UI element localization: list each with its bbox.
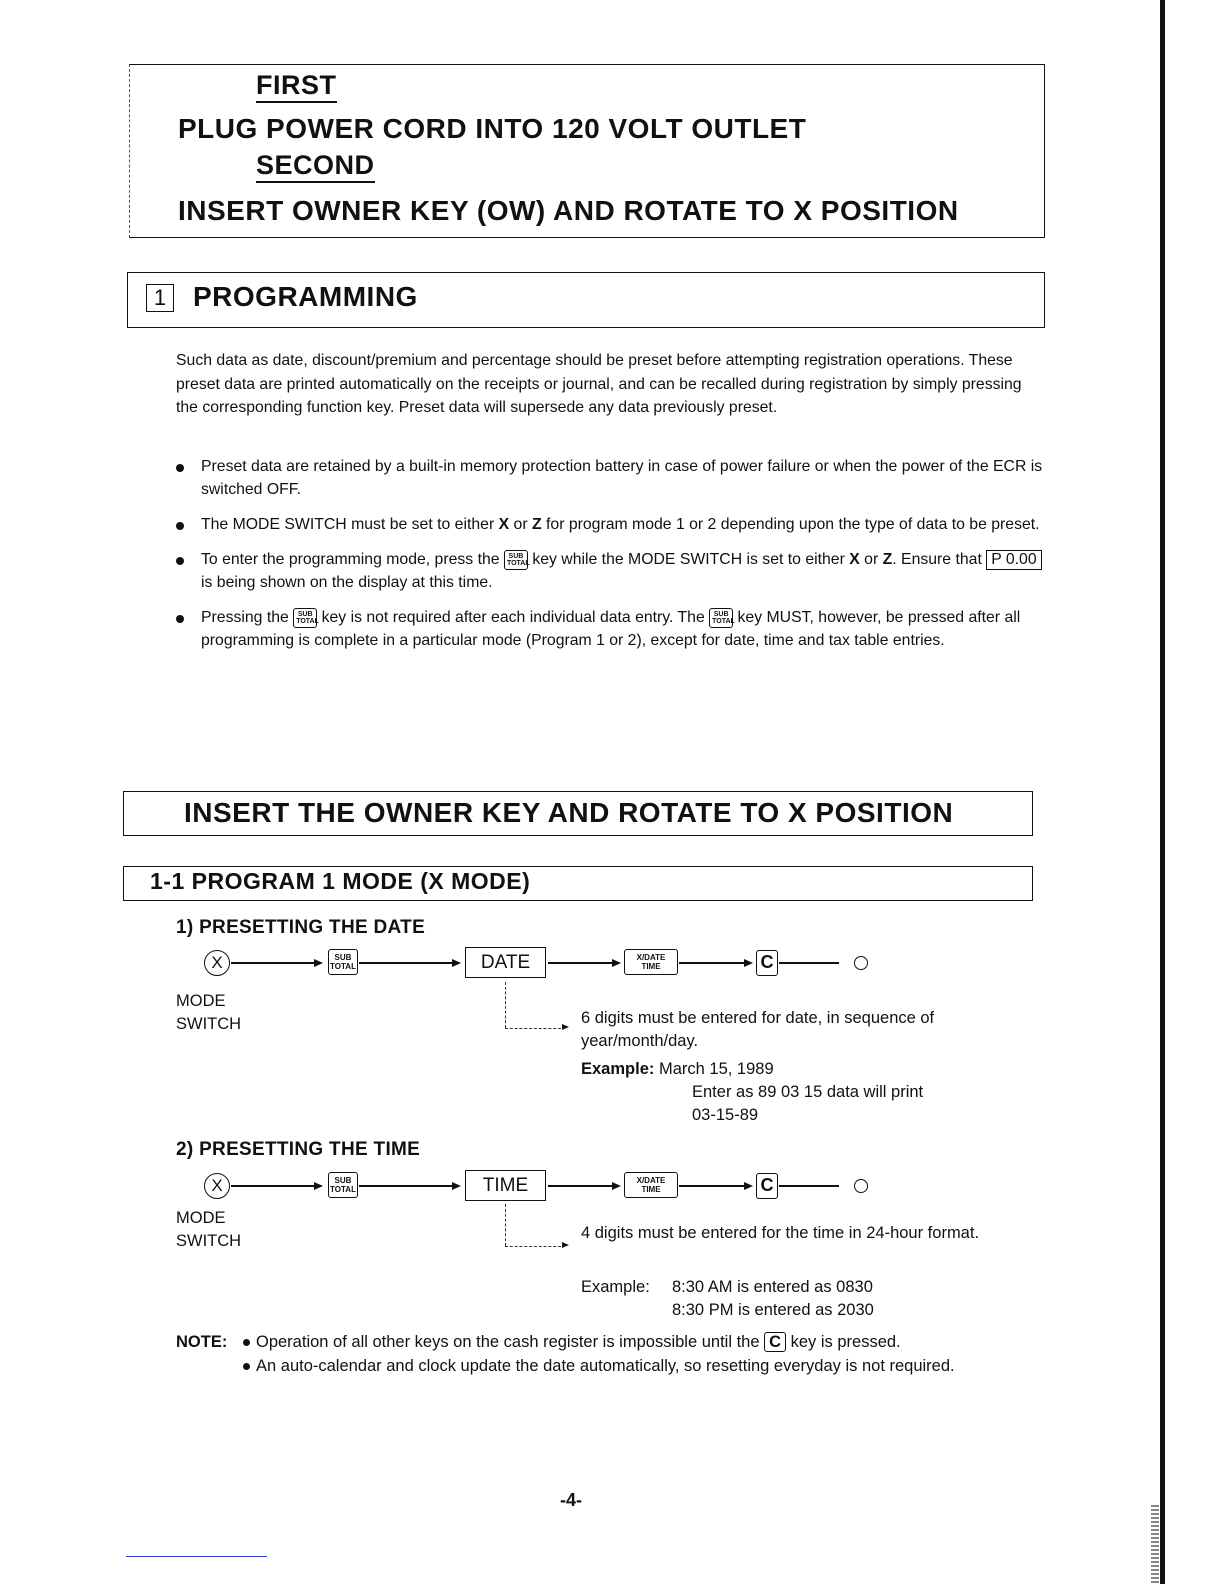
flow-line xyxy=(548,1185,618,1187)
mode-label: MODE xyxy=(176,992,226,1010)
first-text: FIRST xyxy=(256,70,337,103)
bullet-text: Preset data are retained by a built-in memory protection battery in case of power failure or when the power of the ECR is switched OFF. xyxy=(201,458,1043,498)
mode-x-icon: X xyxy=(204,1173,230,1199)
bullet-dot-icon xyxy=(243,1363,250,1370)
arrow-right-icon xyxy=(612,959,621,967)
flow-line xyxy=(359,962,458,964)
scan-edge-mark xyxy=(1151,1505,1159,1584)
arrow-right-icon xyxy=(452,1182,461,1190)
arrow-right-icon xyxy=(452,959,461,967)
note-text: key is pressed. xyxy=(786,1333,901,1351)
time-entry-box: TIME xyxy=(465,1170,546,1201)
dashed-connector xyxy=(505,982,506,1028)
footer-rule xyxy=(126,1556,267,1557)
second-text: SECOND xyxy=(256,150,375,183)
note-text: Operation of all other keys on the cash register is impossible until the xyxy=(256,1333,765,1351)
flow-line xyxy=(231,962,321,964)
subtotal-key-icon: SUB TOTAL xyxy=(328,949,358,975)
clear-key-icon: C xyxy=(756,1173,778,1199)
time-heading: 2) PRESETTING THE TIME xyxy=(176,1139,421,1160)
date-heading: 1) PRESETTING THE DATE xyxy=(176,917,426,938)
date-description: 6 digits must be entered for date, in sequence of year/month/day. xyxy=(581,1009,935,1050)
bullet-text: To enter the programming mode, press the xyxy=(201,551,504,568)
insert-key-instruction: INSERT OWNER KEY (OW) AND ROTATE TO X POSITION xyxy=(178,195,959,226)
dashed-connector xyxy=(505,1246,561,1247)
date-entry-box: DATE xyxy=(465,947,546,978)
bullet-dot-icon xyxy=(176,557,184,565)
display-readout: P 0.00 xyxy=(986,550,1041,570)
plug-instruction: PLUG POWER CORD INTO 120 VOLT OUTLET xyxy=(178,113,807,144)
section-title: PROGRAMMING xyxy=(193,281,418,312)
arrow-right-icon xyxy=(744,1182,753,1190)
flow-line xyxy=(359,1185,458,1187)
end-circle-icon xyxy=(854,1179,868,1193)
switch-label: SWITCH xyxy=(176,1232,242,1250)
bullet-text: for program mode 1 or 2 depending upon the type of data to be preset. xyxy=(541,516,1040,533)
bullet-list xyxy=(176,455,1046,664)
mode-x-text: X xyxy=(849,551,860,568)
bullet-text: is being shown on the display at this time. xyxy=(201,574,493,591)
bullet-text: or xyxy=(859,551,883,568)
bullet-item xyxy=(176,606,1046,652)
arrow-right-icon xyxy=(744,959,753,967)
bullet-text: key is not required after each individual data entry. The xyxy=(317,609,710,626)
bullet-text: . Ensure that xyxy=(892,551,987,568)
bullet-text: The MODE SWITCH must be set to either xyxy=(201,516,499,533)
x-date-time-key-icon: X/DATE TIME xyxy=(624,949,678,975)
end-circle-icon xyxy=(854,956,868,970)
arrow-right-icon xyxy=(562,1242,569,1248)
arrow-right-icon xyxy=(612,1182,621,1190)
dashed-connector xyxy=(505,1028,561,1029)
page-edge xyxy=(1160,0,1165,1584)
insert-owner-key-title: INSERT THE OWNER KEY AND ROTATE TO X POSITION xyxy=(184,797,954,828)
arrow-right-icon xyxy=(314,959,323,967)
mode-z-text: Z xyxy=(882,551,893,568)
bullet-text: or xyxy=(509,516,532,533)
date-example xyxy=(581,1058,774,1081)
bullet-text: key MUST, however, be pressed after all programming is complete in a particular mode (Program 1 or 2), except for date, time and tax table entries. xyxy=(201,609,1021,649)
intro-paragraph: Such data as date, discount/premium and percentage should be preset before attempting registration operations. These preset data are printed automatically on the receipts or journal, and can be recalled during registration by simply pressing the corresponding function key. Preset data will supersede any data previously preset. xyxy=(176,352,1022,416)
time-example-label: Example: xyxy=(581,1278,650,1296)
note-item xyxy=(243,1331,1043,1354)
clear-key-icon: C xyxy=(764,1332,786,1352)
bullet-item xyxy=(176,548,1046,594)
switch-label: SWITCH xyxy=(176,1015,242,1033)
step-second-label xyxy=(256,150,375,181)
mode-label: MODE xyxy=(176,1209,226,1227)
mode-x-text: X xyxy=(498,516,510,533)
note-item xyxy=(243,1355,1043,1378)
note-label: NOTE: xyxy=(176,1333,228,1351)
bullet-text: Pressing the xyxy=(201,609,294,626)
subtotal-key-icon: SUB TOTAL xyxy=(709,608,733,628)
bullet-dot-icon xyxy=(176,615,184,623)
time-example-line2: 8:30 PM is entered as 2030 xyxy=(672,1301,874,1319)
time-example-line1: 8:30 AM is entered as 0830 xyxy=(672,1278,873,1296)
flow-line xyxy=(548,962,618,964)
program1-title: 1-1 PROGRAM 1 MODE (X MODE) xyxy=(150,868,531,894)
date-example-line2: Enter as 89 03 15 data will print xyxy=(692,1083,924,1101)
clear-key-icon: C xyxy=(756,950,778,976)
flow-line xyxy=(679,962,749,964)
bullet-dot-icon xyxy=(176,464,184,472)
arrow-right-icon xyxy=(314,1182,323,1190)
bullet-dot-icon xyxy=(243,1339,250,1346)
arrow-right-icon xyxy=(562,1024,569,1030)
mode-z-text: Z xyxy=(531,516,542,533)
bullet-item xyxy=(176,455,1046,501)
flow-line xyxy=(679,1185,749,1187)
subtotal-key-icon: SUB TOTAL xyxy=(504,550,528,570)
section-number: 1 xyxy=(146,284,174,312)
time-description: 4 digits must be entered for the time in 24-hour format. xyxy=(581,1224,980,1242)
note-text: An auto-calendar and clock update the date automatically, so resetting everyday is not required. xyxy=(256,1357,955,1375)
bullet-dot-icon xyxy=(176,522,184,530)
dashed-connector xyxy=(505,1204,506,1246)
mode-x-icon: X xyxy=(204,950,230,976)
bullet-item xyxy=(176,513,1046,536)
flow-line xyxy=(779,1185,839,1187)
x-date-time-key-icon: X/DATE TIME xyxy=(624,1172,678,1198)
date-example-line3: 03-15-89 xyxy=(692,1106,759,1124)
example-value: March 15, 1989 xyxy=(658,1060,774,1078)
example-label: Example: xyxy=(581,1060,655,1078)
step-first-label xyxy=(256,70,337,101)
flow-line xyxy=(779,962,839,964)
subtotal-key-icon: SUB TOTAL xyxy=(293,608,317,628)
bullet-text: key while the MODE SWITCH is set to either xyxy=(527,551,850,568)
flow-line xyxy=(231,1185,321,1187)
subtotal-key-icon: SUB TOTAL xyxy=(328,1172,358,1198)
page-number: -4- xyxy=(560,1490,582,1510)
